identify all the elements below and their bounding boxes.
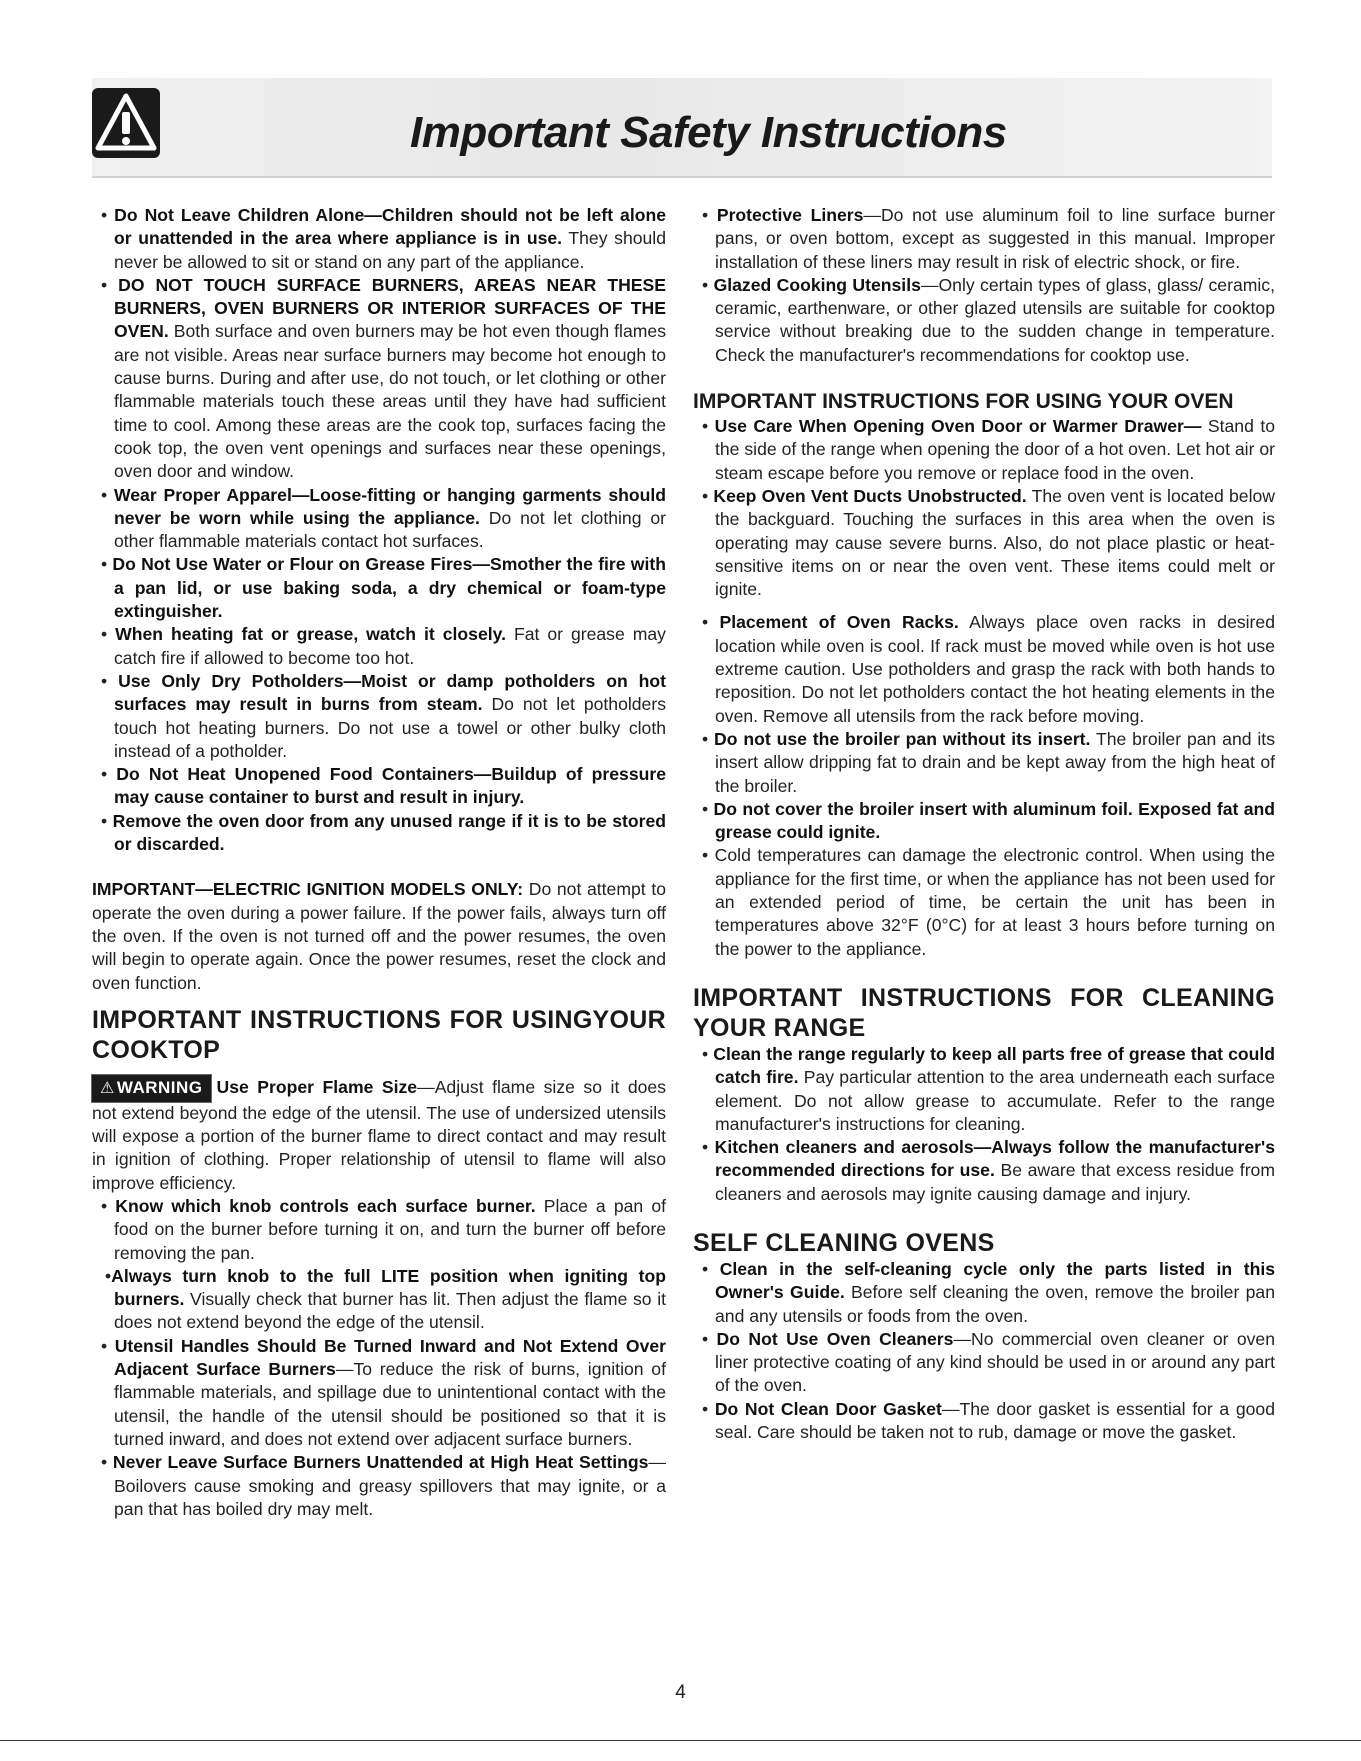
list-item: • Remove the oven door from any unused range if it is to be stored or discarded. (92, 810, 666, 857)
list-item: • Do Not Use Water or Flour on Grease Fires—Smother the fire with a pan lid, or use baking soda, a dry chemical or foam-type extinguisher. (92, 553, 666, 623)
page-number: 4 (675, 1682, 686, 1703)
warning-triangle-icon: ⚠ (100, 1079, 115, 1097)
list-item: • Do not use the broiler pan without its insert. The broiler pan and its insert allow dripping fat to drain and be kept away from the high heat of the broiler. (693, 728, 1275, 798)
oven-heading: IMPORTANT INSTRUCTIONS FOR USING YOUR OVEN (693, 390, 1234, 414)
list-item: • Do Not Clean Door Gasket—The door gasket is essential for a good seal. Care should be taken not to rub, damage or move the gasket. (693, 1398, 1275, 1445)
list-item: • Do Not Use Oven Cleaners—No commercial oven cleaner or oven liner protective coating of any kind should be used in or around any part of the oven. (693, 1328, 1275, 1398)
electric-ignition-note: IMPORTANT—ELECTRIC IGNITION MODELS ONLY: Do not attempt to operate the oven during a power failure. If the power fails, always turn off the oven. If the oven is not turned off and the power resumes, the oven will begin to operate again. Once the power resumes, reset the clock and oven function. (92, 879, 666, 993)
list-item: • Never Leave Surface Burners Unattended at High Heat Settings—Boilovers cause smoking and greasy spillovers that may ignite, or a pan that has boiled dry may melt. (92, 1451, 666, 1521)
footer-divider (0, 1740, 1361, 1741)
list-item: • Do not cover the broiler insert with aluminum foil. Exposed fat and grease could ignite. (693, 798, 1275, 845)
warning-exclamation-icon (92, 88, 160, 158)
list-item: • Do Not Leave Children Alone—Children should not be left alone or unattended in the area where appliance is in use. They should never be allowed to sit or stand on any part of the appliance. (92, 204, 666, 274)
list-item: • Use Care When Opening Oven Door or Warmer Drawer— Stand to the side of the range when opening the door of a hot oven. Let hot air or steam escape before you remove or replace food in the oven. (693, 415, 1275, 485)
list-item: • Cold temperatures can damage the electronic control. When using the appliance for the first time, or when the appliance has not been used for an extended period of time, be certain the unit has been in temperatures above 32°F (0°C) for at least 3 hours before turning on the power to the appliance. (693, 844, 1275, 960)
list-item: • Keep Oven Vent Ducts Unobstructed. The oven vent is located below the backguard. Touching the surfaces in this area when the oven is operating may cause severe burns. Also, do not place plastic or heat-sensitive items on or near the oven vent. These items could melt or ignite. (693, 485, 1275, 601)
list-item: • Clean the range regularly to keep all parts free of grease that could catch fire. Pay particular attention to the area underneath each surface element. Do not allow grease to accumulate. Refer to the range manufacturer's instructions for cleaning. (693, 1043, 1275, 1136)
list-item: • DO NOT TOUCH SURFACE BURNERS, AREAS NEAR THESE BURNERS, OVEN BURNERS OR INTERIOR SURFACES OF THE OVEN. Both surface and oven burners may be hot even though flames are not visible. Areas near surface burners may become hot enough to cause burns. During and after use, do not touch, or let clothing or other flammable materials touch these areas until they have had sufficient time to cool. Among these areas are the cook top, surfaces facing the cook top, the oven vent openings and surfaces near these openings, oven door and window. (92, 274, 666, 484)
list-item: • Use Only Dry Potholders—Moist or damp potholders on hot surfaces may result in burns from steam. Do not let potholders touch hot heating burners. Do not use a towel or other bulky cloth instead of a potholder. (92, 670, 666, 763)
page-title: Important Safety Instructions (410, 108, 1007, 157)
list-item: • Kitchen cleaners and aerosols—Always follow the manufacturer's recommended directions for use. Be aware that excess residue from cleaners and aerosols may ignite causing damage and injury. (693, 1136, 1275, 1206)
warning-badge: ⚠ WARNING (92, 1075, 211, 1102)
warning-item: ⚠ WARNING Use Proper Flame Size—Adjust flame size so it does not extend beyond the edge of the utensil. The use of undersized utensils will expose a portion of the burner flame to direct contact and may result in ignition of clothing. Proper relationship of utensil to flame will also improve efficiency. (92, 1076, 666, 1193)
left-column (92, 204, 666, 1521)
list-item: • Placement of Oven Racks. Always place oven racks in desired location while oven is cool. If rack must be moved while oven is hot use extreme caution. Use potholders and grasp the rack with both hands to reposition. Do not let potholders contact the hot heating elements in the oven. Remove all utensils from the rack before moving. (693, 611, 1275, 727)
right-column (693, 204, 1275, 1444)
list-item: • Glazed Cooking Utensils—Only certain types of glass, glass/ ceramic, ceramic, earthenware, or other glazed utensils are suitable for cooktop service without breaking due to the sudden change in temperature. Check the manufacturer's recommendations for cooktop use. (693, 274, 1275, 367)
page-header (92, 78, 1272, 178)
list-item: • Protective Liners—Do not use aluminum foil to line surface burner pans, or oven bottom, except as suggested in this manual. Improper installation of these liners may result in risk of electric shock, or fire. (693, 204, 1275, 274)
list-item: • Utensil Handles Should Be Turned Inward and Not Extend Over Adjacent Surface Burners—To reduce the risk of burns, ignition of flammable materials, and spillage due to unintentional contact with the utensil, the handle of the utensil should be positioned so that it is turned inward, and does not extend over adjacent surface burners. (92, 1335, 666, 1451)
list-item: • When heating fat or grease, watch it closely. Fat or grease may catch fire if allowed to become too hot. (92, 623, 666, 670)
list-item: • Wear Proper Apparel—Loose-fitting or hanging garments should never be worn while using the appliance. Do not let clothing or other flammable materials contact hot surfaces. (92, 484, 666, 554)
list-item: • Clean in the self-cleaning cycle only the parts listed in this Owner's Guide. Before self cleaning the oven, remove the broiler pan and any utensils or foods from the oven. (693, 1258, 1275, 1328)
cooktop-heading: IMPORTANT INSTRUCTIONS FOR USINGYOUR COOKTOP (92, 1005, 666, 1064)
list-item: • Always turn knob to the full LITE position when igniting top burners. Visually check that burner has lit. Then adjust the flame so it does not extend beyond the edge of the utensil. (92, 1265, 666, 1335)
self-cleaning-heading: SELF CLEANING OVENS (693, 1228, 995, 1257)
list-item: • Know which knob controls each surface burner. Place a pan of food on the burner before turning it on, and turn the burner off before removing the pan. (92, 1195, 666, 1265)
list-item: • Do Not Heat Unopened Food Containers—Buildup of pressure may cause container to burst and result in injury. (92, 763, 666, 810)
cleaning-heading: IMPORTANT INSTRUCTIONS FOR CLEANING YOUR RANGE (693, 983, 1275, 1042)
